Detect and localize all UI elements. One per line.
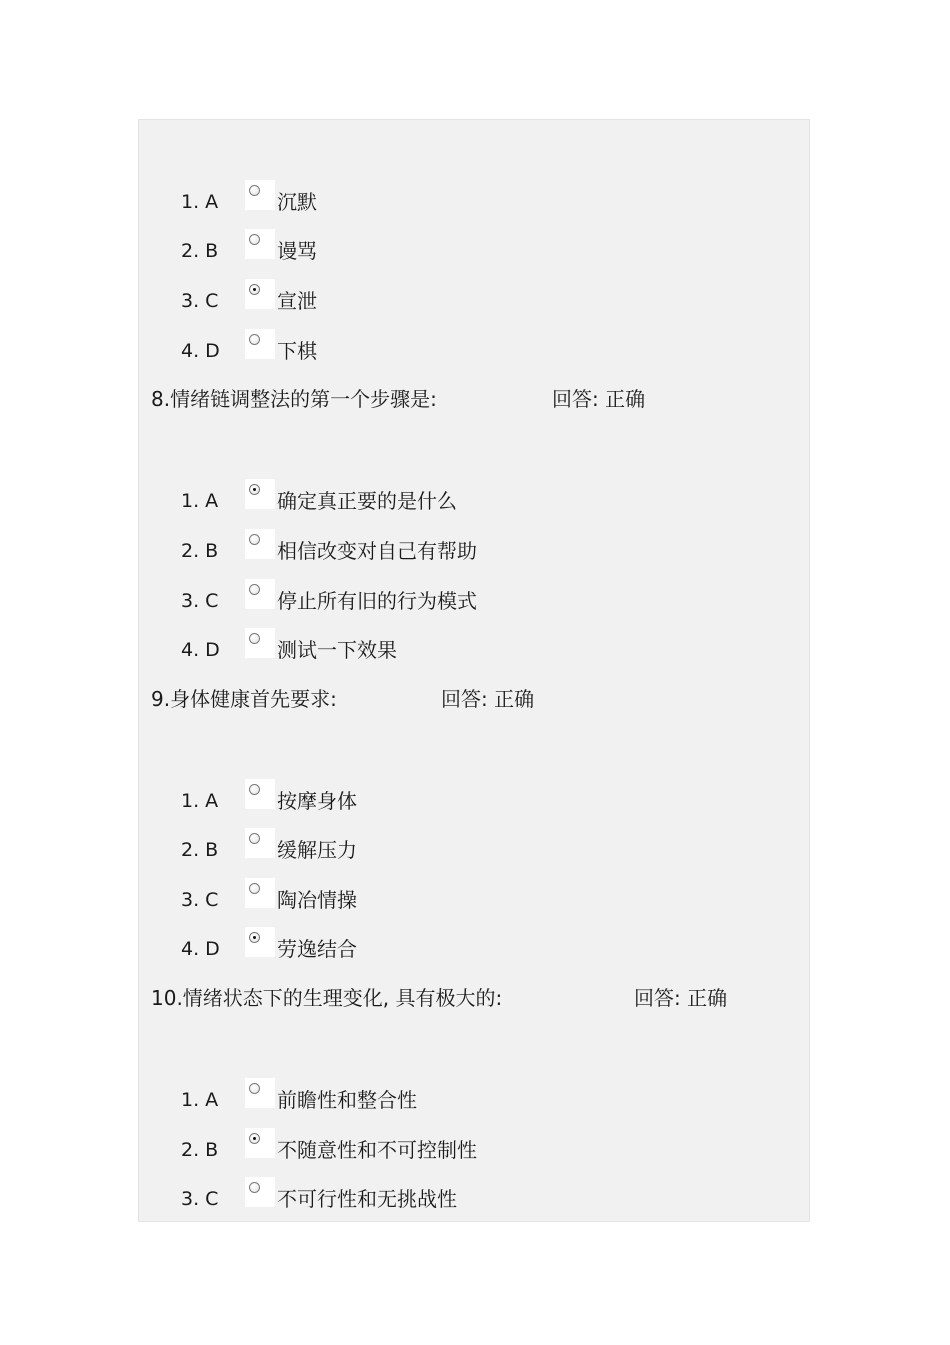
option-label: 前瞻性和整合性 bbox=[277, 1088, 417, 1112]
radio-icon bbox=[249, 234, 260, 245]
option-label: 宣泄 bbox=[277, 289, 317, 313]
radio-icon bbox=[249, 334, 260, 345]
answer-status: 回答: 正确 bbox=[552, 387, 646, 411]
option-label: 不随意性和不可控制性 bbox=[277, 1138, 477, 1162]
answer-status: 回答: 正确 bbox=[441, 687, 535, 711]
question-8-title: 8.情绪链调整法的第一个步骤是: bbox=[151, 387, 437, 411]
option-number: 2. B bbox=[181, 240, 219, 262]
option-label: 测试一下效果 bbox=[277, 638, 397, 662]
option-label: 劳逸结合 bbox=[277, 937, 357, 961]
option-number: 4. D bbox=[181, 938, 220, 960]
radio-icon bbox=[249, 1133, 260, 1144]
option-label: 按摩身体 bbox=[277, 789, 357, 813]
radio-button[interactable] bbox=[245, 579, 275, 609]
radio-button[interactable] bbox=[245, 329, 275, 359]
radio-button[interactable] bbox=[245, 229, 275, 259]
option-q10-c[interactable] bbox=[181, 1183, 457, 1215]
radio-button[interactable] bbox=[245, 180, 275, 210]
radio-icon bbox=[249, 484, 260, 495]
option-number: 1. A bbox=[181, 1089, 219, 1111]
option-q9-a[interactable] bbox=[181, 785, 357, 817]
option-number: 1. A bbox=[181, 191, 219, 213]
answer-status: 回答: 正确 bbox=[634, 986, 728, 1010]
option-q7-a[interactable] bbox=[181, 186, 317, 218]
radio-icon bbox=[249, 932, 260, 943]
radio-button[interactable] bbox=[245, 878, 275, 908]
radio-icon bbox=[249, 284, 260, 295]
option-q9-d[interactable] bbox=[181, 933, 357, 965]
radio-button[interactable] bbox=[245, 1078, 275, 1108]
quiz-panel bbox=[138, 119, 810, 1222]
option-label: 沉默 bbox=[277, 190, 317, 214]
option-q7-d[interactable] bbox=[181, 335, 317, 367]
option-number: 3. C bbox=[181, 889, 219, 911]
option-q9-b[interactable] bbox=[181, 834, 357, 866]
option-q8-a[interactable] bbox=[181, 485, 457, 517]
radio-button[interactable] bbox=[245, 628, 275, 658]
radio-icon bbox=[249, 883, 260, 894]
radio-button[interactable] bbox=[245, 529, 275, 559]
radio-icon bbox=[249, 1182, 260, 1193]
radio-button[interactable] bbox=[245, 779, 275, 809]
option-number: 3. C bbox=[181, 290, 219, 312]
radio-button[interactable] bbox=[245, 279, 275, 309]
option-number: 3. C bbox=[181, 590, 219, 612]
option-label: 相信改变对自己有帮助 bbox=[277, 539, 477, 563]
radio-icon bbox=[249, 1083, 260, 1094]
option-q7-b[interactable] bbox=[181, 235, 317, 267]
radio-icon bbox=[249, 784, 260, 795]
option-number: 1. A bbox=[181, 790, 219, 812]
option-label: 陶冶情操 bbox=[277, 888, 357, 912]
option-label: 谩骂 bbox=[277, 239, 317, 263]
radio-button[interactable] bbox=[245, 927, 275, 957]
option-label: 下棋 bbox=[277, 339, 317, 363]
radio-icon bbox=[249, 185, 260, 196]
radio-button[interactable] bbox=[245, 479, 275, 509]
radio-icon bbox=[249, 534, 260, 545]
option-q10-b[interactable] bbox=[181, 1134, 477, 1166]
option-number: 2. B bbox=[181, 540, 219, 562]
option-q9-c[interactable] bbox=[181, 884, 357, 916]
option-label: 停止所有旧的行为模式 bbox=[277, 589, 477, 613]
question-10-title: 10.情绪状态下的生理变化, 具有极大的: bbox=[151, 986, 503, 1010]
option-number: 4. D bbox=[181, 340, 220, 362]
option-number: 1. A bbox=[181, 490, 219, 512]
option-number: 2. B bbox=[181, 839, 219, 861]
option-q7-c[interactable] bbox=[181, 285, 317, 317]
option-q10-a[interactable] bbox=[181, 1084, 417, 1116]
option-number: 4. D bbox=[181, 639, 220, 661]
radio-button[interactable] bbox=[245, 1128, 275, 1158]
option-q8-c[interactable] bbox=[181, 585, 477, 617]
radio-button[interactable] bbox=[245, 828, 275, 858]
radio-icon bbox=[249, 584, 260, 595]
option-label: 不可行性和无挑战性 bbox=[277, 1187, 457, 1211]
option-number: 2. B bbox=[181, 1139, 219, 1161]
option-q8-d[interactable] bbox=[181, 634, 397, 666]
option-label: 缓解压力 bbox=[277, 838, 357, 862]
radio-icon bbox=[249, 633, 260, 644]
question-9-title: 9.身体健康首先要求: bbox=[151, 687, 337, 711]
option-q8-b[interactable] bbox=[181, 535, 477, 567]
radio-button[interactable] bbox=[245, 1177, 275, 1207]
option-number: 3. C bbox=[181, 1188, 219, 1210]
option-label: 确定真正要的是什么 bbox=[277, 489, 457, 513]
radio-icon bbox=[249, 833, 260, 844]
